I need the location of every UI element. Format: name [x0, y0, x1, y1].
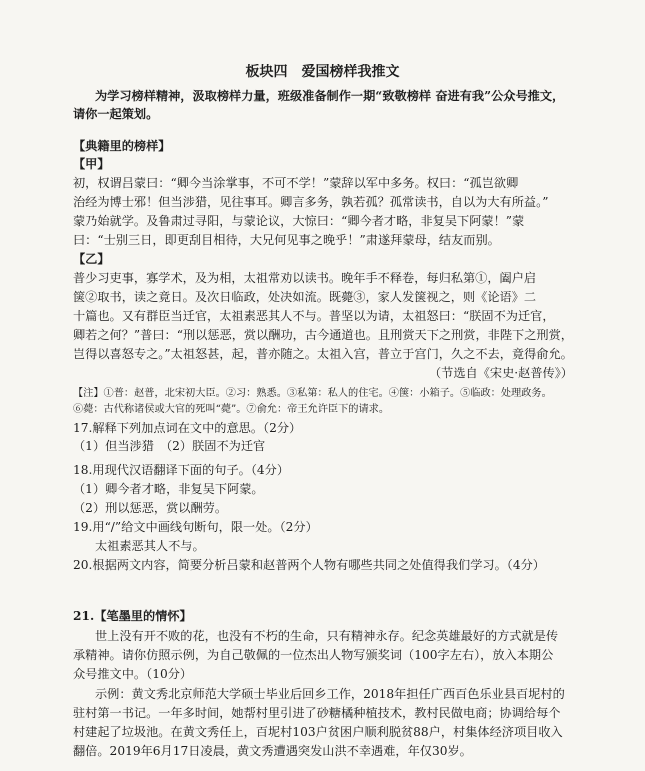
example-line: 示例：黄文秀北京师范大学硕士毕业后回乡工作，2018年担任广西百色乐业县百坭村的: [95, 687, 565, 701]
passage-source: （节选自《宋史·赵普传》）: [428, 366, 573, 380]
question-18-item: （2）刑以惩恶，赏以酬劳。: [73, 501, 228, 515]
question-19-sentence: 太祖素恶其人不与。: [95, 539, 205, 553]
passage-jia-label: 【甲】: [73, 157, 110, 171]
passage-yi-line: 箧②取书，读之竟日。及次日临政，处决如流。既薨③，家人发箧视之，则《论语》二: [73, 290, 537, 304]
question-17-items: （1）但当涉猎 （2）朕固不为迁官: [73, 439, 266, 453]
annotation-line: 【注】①普：赵普，北宋初大臣。②习：熟悉。③私第：私人的住宅。④箧：小箱子。⑤临政：处理政务。: [73, 388, 552, 399]
example-line: 驻村第一书记。一年多时间，她帮村里引进了砂糖橘种植技术，教村民做电商；协调给每个: [73, 706, 561, 720]
annotation-line: ⑥薨：古代称诸侯或大官的死叫“薨”。⑦俞允：帝王允许臣下的请求。: [73, 404, 390, 415]
passage-jia-line: 蒙乃始就学。及鲁肃过寻阳，与蒙论议，大惊曰：“卿今者才略，非复吴下阿蒙！”蒙: [73, 214, 525, 228]
section-heading-classics: 【典籍里的榜样】: [73, 139, 171, 153]
passage-yi-line: 岂得以喜怒专之。”太祖怒甚，起，普亦随之。太祖入宫，普立于宫门，久之不去，竟得俞允。: [73, 347, 573, 361]
question-19: 19.用“/”给文中画线句断句，限一处。（2分）: [73, 520, 318, 534]
question-21-line: 众号推文中。（10分）: [73, 667, 193, 681]
question-21-line: 承精神。请你仿照示例，为自己敬佩的一位杰出人物写颁奖词（100字左右），放入本期公: [73, 648, 554, 662]
question-21-title: 21.【笔墨里的情怀】: [73, 609, 192, 623]
passage-yi-line: 卿若之何？”普曰：“刑以惩恶，赏以酬功，古今通道也。且刑赏天下之刑赏，非陛下之刑赏，: [73, 328, 573, 342]
passage-jia-line: 初，权谓吕蒙曰：“卿今当涂掌事，不可不学！”蒙辞以军中多务。权曰：“孤岂欲卿: [73, 176, 519, 190]
intro-line-1: 为学习榜样精神，汲取榜样力量，班级准备制作一期“致敬榜样 奋进有我”公众号推文，: [95, 89, 565, 103]
example-line: 翻倍。2019年6月17日凌晨，黄文秀遭遇突发山洪不幸遇难，年仅30岁。: [73, 744, 472, 758]
question-20: 20.根据两文内容，简要分析吕蒙和赵普两个人物有哪些共同之处值得我们学习。（4分）: [73, 558, 545, 572]
passage-jia-line: 治经为博士邪！但当涉猎，见往事耳。卿言多务，孰若孤？孤常读书，自以为大有所益。”: [73, 195, 549, 209]
section-title: 板块四 爱国榜样我推文: [245, 64, 400, 80]
intro-line-2: 请你一起策划。: [73, 107, 159, 121]
passage-yi-label: 【乙】: [73, 252, 110, 266]
question-17: 17.解释下列加点词在文中的意思。（2分）: [73, 421, 302, 435]
passage-yi-line: 十篇也。又有群臣当迁官，太祖素恶其人不与。普坚以为请，太祖怒曰：“朕固不为迁官，: [73, 309, 555, 323]
passage-yi-line: 普少习吏事，寡学术，及为相，太祖常劝以读书。晚年手不释卷，每归私第①，阖户启: [73, 271, 537, 285]
example-line: 村建起了垃圾池。在黄文秀任上，百坭村103户贫困户顺利脱贫88户，村集体经济项目收入: [73, 725, 563, 739]
passage-jia-line: 曰：“士别三日，即更刮目相待，大兄何见事之晚乎！”肃遂拜蒙母，结友而别。: [73, 233, 500, 247]
question-21-line: 世上没有开不败的花，也没有不朽的生命，只有精神永存。纪念英雄最好的方式就是传: [95, 629, 559, 643]
question-18: 18.用现代汉语翻译下面的句子。（4分）: [73, 463, 290, 477]
question-18-item: （1）卿今者才略，非复吴下阿蒙。: [73, 482, 264, 496]
